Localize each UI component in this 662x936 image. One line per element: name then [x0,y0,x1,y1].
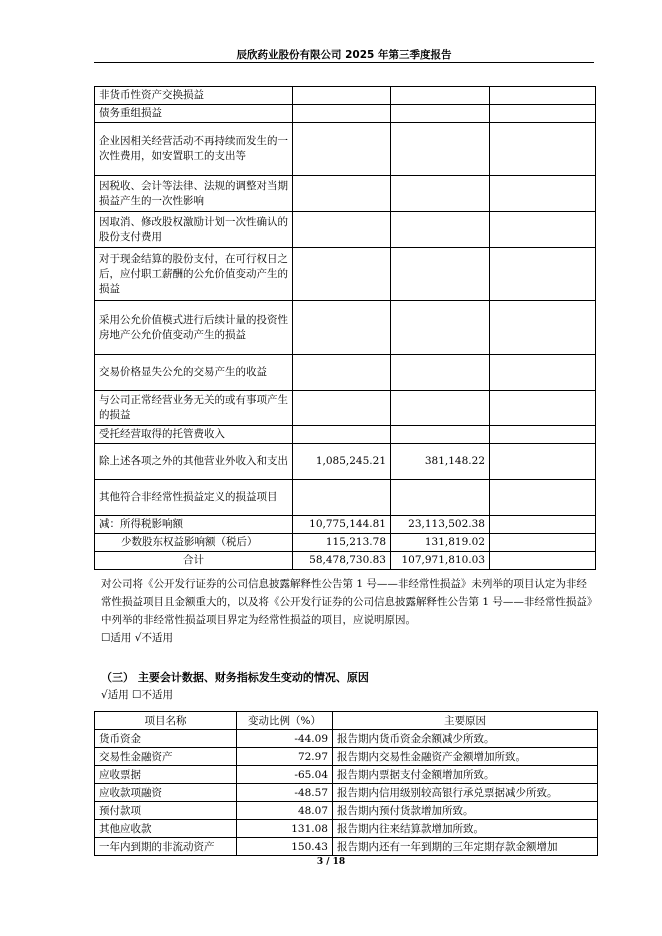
table-row [95,426,596,444]
table-row [95,748,598,766]
page-number: 3 / 18 [316,857,346,867]
main-reason: 报告期内往来结算款增加所致。 [333,820,598,838]
item-name: 预付款项 [95,802,237,820]
current-period-amount [293,176,391,212]
row-label: 除上述各项之外的其他营业外收入和支出 [95,444,293,480]
main-reason: 报告期内货币资金余额减少所致。 [333,730,598,748]
year-to-date-amount [391,212,490,248]
item-name: 其他应收款 [95,820,237,838]
row-label: 其他符合非经常性损益定义的损益项目 [95,480,293,516]
row-label: 对于现金结算的股份支付，在可行权日之后，应付职工薪酬的公允价值变动产生的损益 [95,248,293,301]
table-row [95,176,596,212]
year-to-date-amount [391,248,490,301]
main-reason: 报告期内信用级别较高银行承兑票据减少所致。 [333,784,598,802]
table-body [95,87,596,570]
main-reason: 报告期内还有一年到期的三年定期存款金额增加 [333,838,598,856]
main-reason: 报告期内预付货款增加所致。 [333,802,598,820]
year-to-date-amount [391,355,490,391]
table-row [95,766,598,784]
current-period-amount [293,87,391,105]
main-reason: 报告期内交易性金融资产金额增加所致。 [333,748,598,766]
row-note [490,552,596,570]
item-name: 货币资金 [95,730,237,748]
row-note [490,355,596,391]
year-to-date-amount: 23,113,502.38 [391,516,490,534]
current-period-amount [293,355,391,391]
page-header: 辰欣药业股份有限公司 2025 年第三季度报告 [236,49,452,61]
table-body [95,730,598,856]
year-to-date-amount [391,480,490,516]
section-title: （三） 主要会计数据、财务指标发生变动的情况、原因 [101,671,369,684]
row-label: 减：所得税影响额 [95,516,293,534]
year-to-date-amount [391,391,490,426]
row-label: 因取消、修改股权激励计划一次性确认的股份支付费用 [95,212,293,248]
year-to-date-amount: 131,819.02 [391,534,490,552]
year-to-date-amount [391,426,490,444]
current-period-amount [293,105,391,123]
table-row [95,516,596,534]
table-row [95,838,598,856]
table-row [95,105,596,123]
header-item-name: 项目名称 [95,712,237,730]
year-to-date-amount [391,87,490,105]
table-row [95,552,596,570]
current-period-amount: 10,775,144.81 [293,516,391,534]
row-label: 交易价格显失公允的交易产生的收益 [95,355,293,391]
row-label: 受托经营取得的托管费收入 [95,426,293,444]
row-note [490,516,596,534]
row-label: 非货币性资产交换损益 [95,87,293,105]
table-row [95,534,596,552]
table-row [95,355,596,391]
row-label: 采用公允价值模式进行后续计量的投资性房地产公允价值变动产生的损益 [95,301,293,355]
current-period-amount [293,426,391,444]
table-row [95,784,598,802]
row-note [490,87,596,105]
row-label: 债务重组损益 [95,105,293,123]
table-row [95,730,598,748]
header-main-reason: 主要原因 [333,712,598,730]
table-row [95,444,596,480]
row-label: 合计 [95,552,293,570]
current-period-amount: 58,478,730.83 [293,552,391,570]
current-period-amount [293,123,391,176]
row-label: 与公司正常经营业务无关的或有事项产生的损益 [95,391,293,426]
change-reasons-table [94,711,598,856]
change-ratio: -44.09 [237,730,333,748]
main-reason: 报告期内票据支付金额增加所致。 [333,766,598,784]
current-period-amount [293,248,391,301]
change-ratio: 131.08 [237,820,333,838]
row-note [490,212,596,248]
year-to-date-amount [391,176,490,212]
row-label: 企业因相关经营活动不再持续而发生的一次性费用，如安置职工的支出等 [95,123,293,176]
disclosure-note [101,575,596,647]
current-period-amount [293,480,391,516]
table-row [95,248,596,301]
note-text: 对公司将《公开发行证券的公司信息披露解释性公告第 1 号——非经常性损益》未列举的项目认定为非经常性损益项目且金额重大的，以及将《公开发行证券的公司信息披露解释性公告第 1 号——非经常性损益》中列举的非经常性损益项目界定为经常性损益的项目，应说明原因。 [101,578,593,626]
row-note [490,301,596,355]
year-to-date-amount [391,301,490,355]
item-name: 应收款项融资 [95,784,237,802]
table-row [95,480,596,516]
item-name: 交易性金融资产 [95,748,237,766]
row-note [490,105,596,123]
header-change-ratio: 变动比例（%） [237,712,333,730]
change-ratio: -65.04 [237,766,333,784]
row-note [490,534,596,552]
current-period-amount: 115,213.78 [293,534,391,552]
table-row [95,123,596,176]
current-period-amount: 1,085,245.21 [293,444,391,480]
current-period-amount [293,391,391,426]
non-recurring-items-table [94,86,596,570]
table-row [95,87,596,105]
year-to-date-amount [391,105,490,123]
item-name: 应收票据 [95,766,237,784]
change-ratio: 48.07 [237,802,333,820]
table-header-row [95,712,598,730]
year-to-date-amount [391,123,490,176]
row-note [490,176,596,212]
row-note [490,480,596,516]
header-divider [94,62,594,63]
change-ratio: 72.97 [237,748,333,766]
table-row [95,301,596,355]
row-note [490,426,596,444]
table-row [95,820,598,838]
row-note [490,391,596,426]
change-ratio: -48.57 [237,784,333,802]
item-name: 一年内到期的非流动资产 [95,838,237,856]
table-row [95,212,596,248]
table-row [95,802,598,820]
year-to-date-amount: 381,148.22 [391,444,490,480]
current-period-amount [293,212,391,248]
row-note [490,123,596,176]
current-period-amount [293,301,391,355]
note-applicability: ☐适用 √不适用 [101,632,173,644]
row-note [490,444,596,480]
section-applicability: √适用 ☐不适用 [101,689,173,701]
year-to-date-amount: 107,971,810.03 [391,552,490,570]
change-ratio: 150.43 [237,838,333,856]
row-label: 因税收、会计等法律、法规的调整对当期损益产生的一次性影响 [95,176,293,212]
table-row [95,391,596,426]
row-label: 少数股东权益影响额（税后） [95,534,293,552]
row-note [490,248,596,301]
